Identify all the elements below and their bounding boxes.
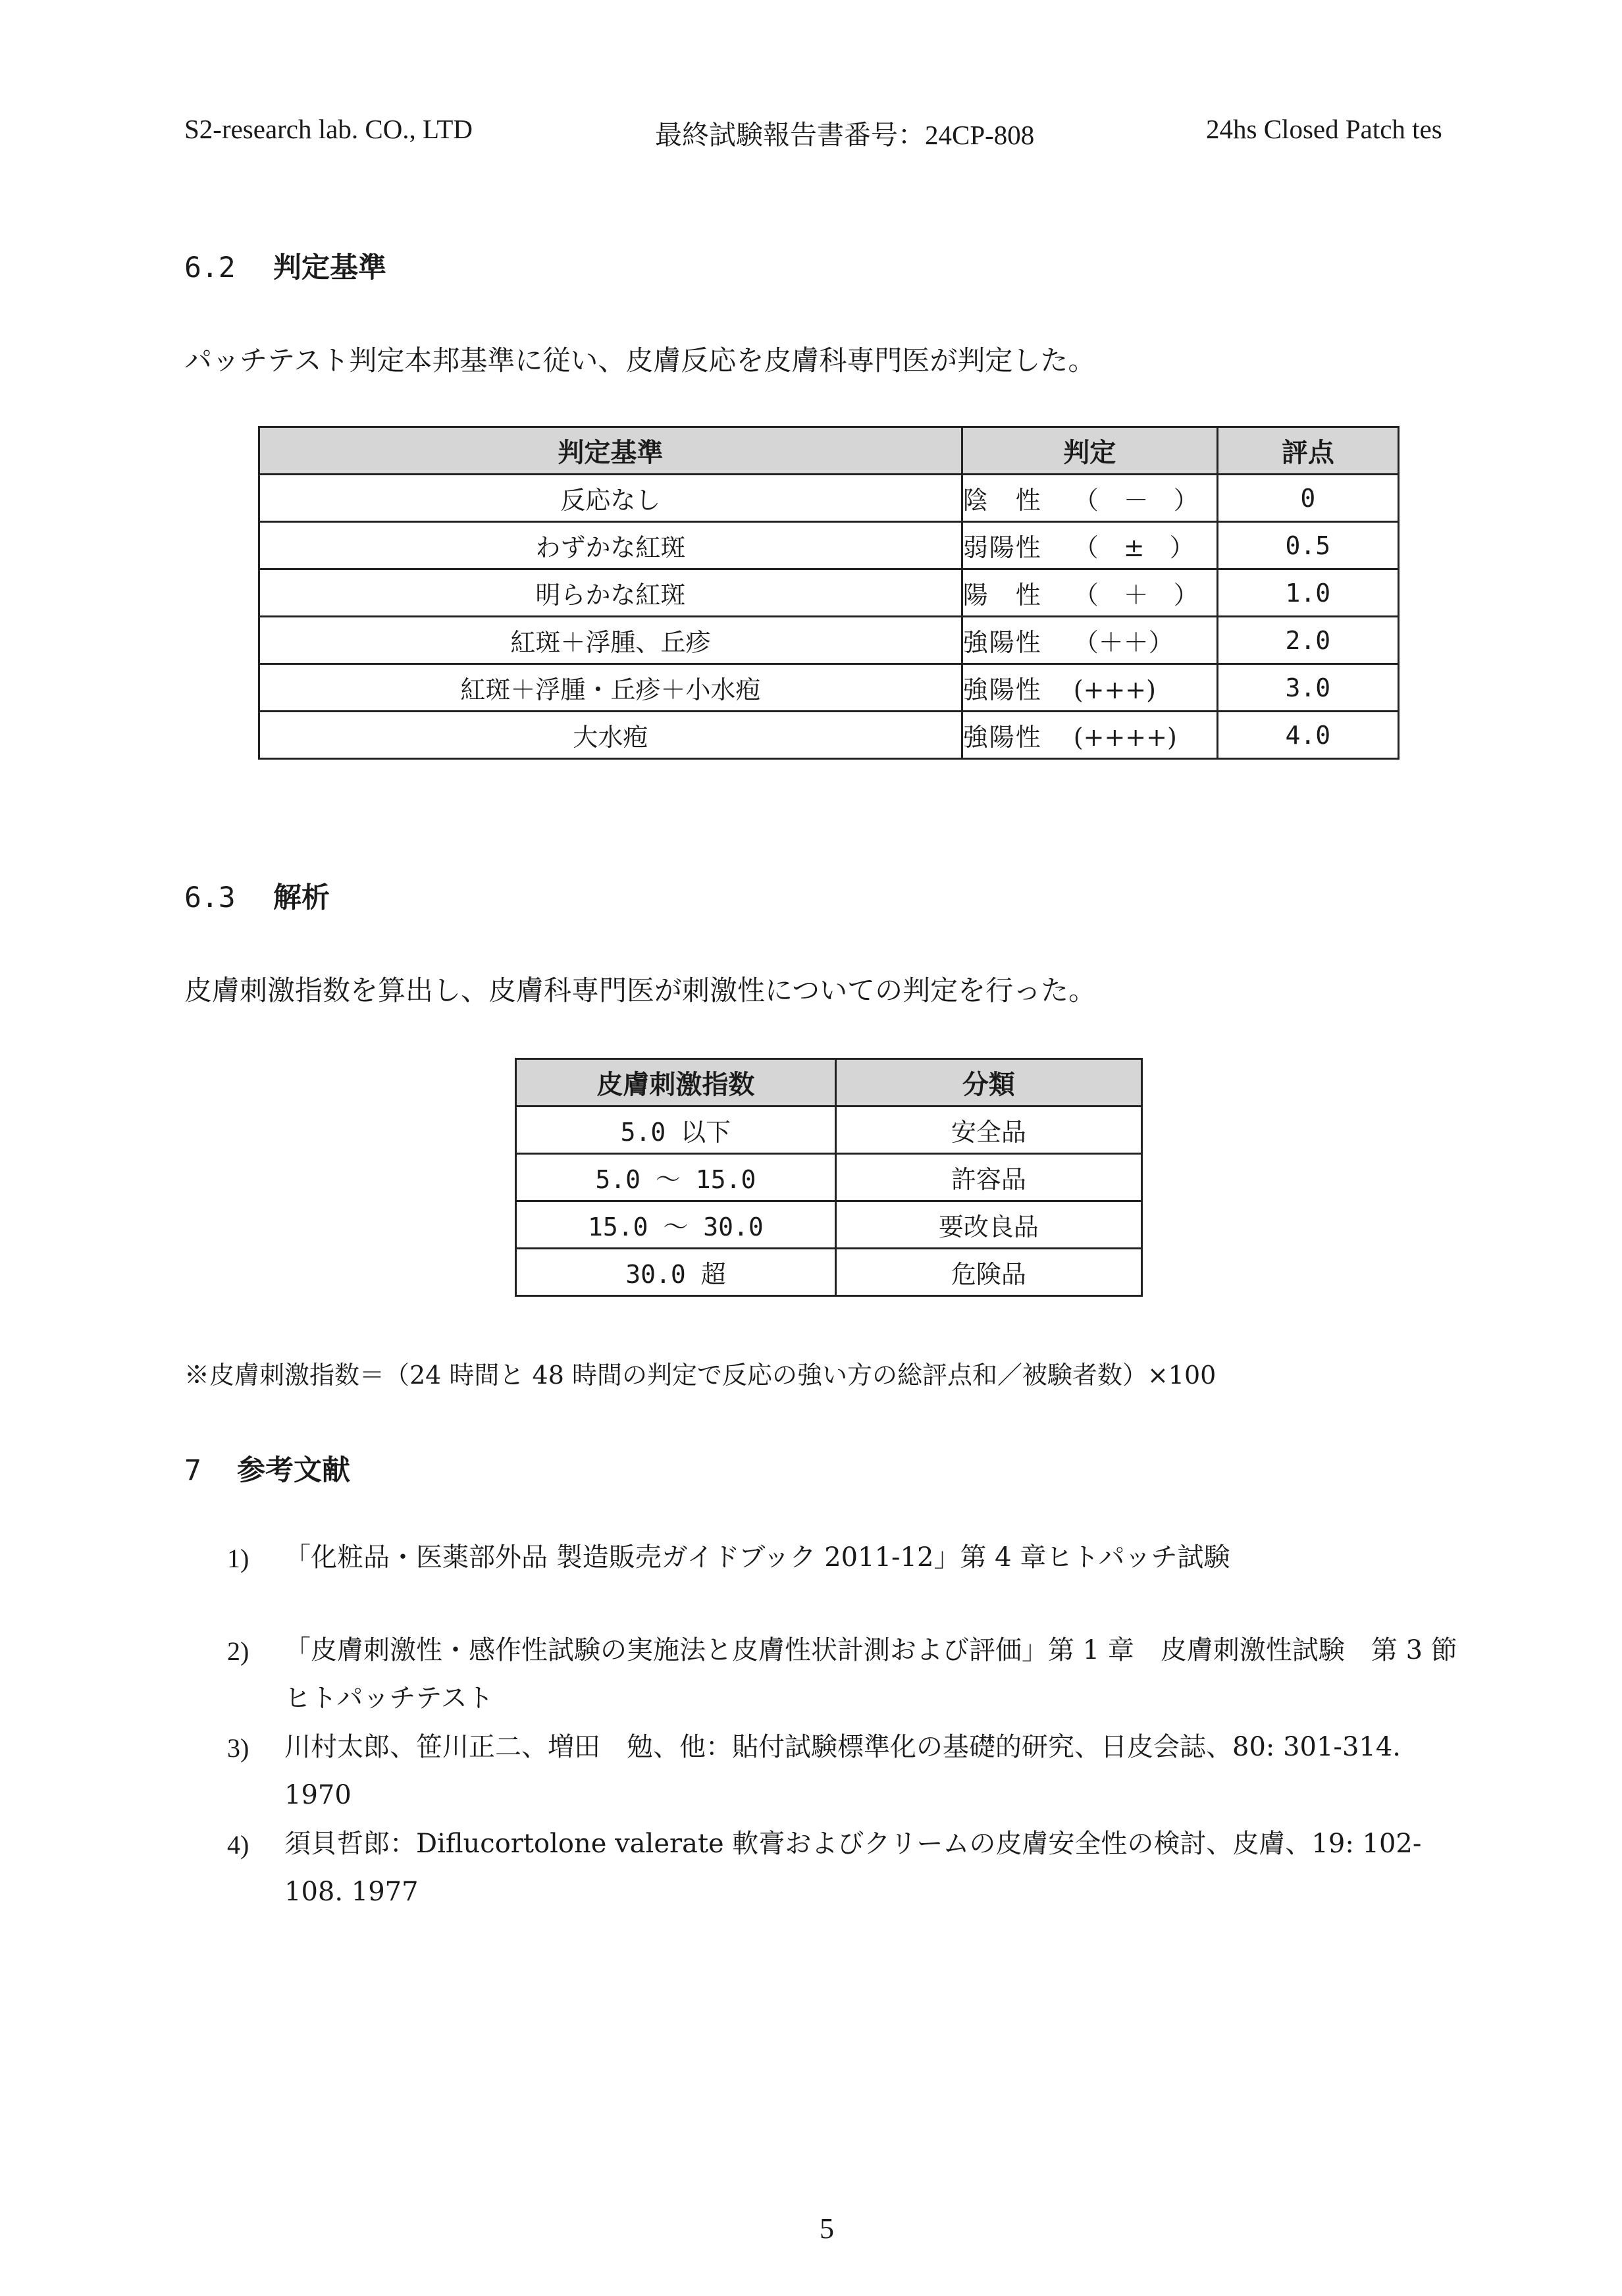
irritation-index-table xyxy=(515,1058,1143,1297)
section-number: 7 xyxy=(184,1454,201,1487)
table-row xyxy=(259,617,1399,664)
section-7-heading xyxy=(184,1448,350,1488)
table-header-row xyxy=(516,1059,1142,1107)
criterion-cell: 大水疱 xyxy=(259,712,962,759)
score-cell: 3.0 xyxy=(1217,664,1398,712)
judgment-symbol: （＋＋） xyxy=(1073,628,1174,657)
score-cell: 0.5 xyxy=(1217,522,1398,569)
table-row xyxy=(259,712,1399,759)
criterion-cell: 明らかな紅斑 xyxy=(259,569,962,617)
score-cell: 0 xyxy=(1217,475,1398,522)
judgment-symbol: (+++) xyxy=(1073,675,1156,704)
category-cell: 許容品 xyxy=(835,1154,1141,1201)
irritation-index-footnote: ※皮膚刺激指数＝（24 時間と 48 時間の判定で反応の強い方の総評点和／被験者数）×100 xyxy=(184,1361,1216,1390)
criterion-cell: 反応なし xyxy=(259,475,962,522)
score-cell: 4.0 xyxy=(1217,712,1398,759)
category-cell: 危険品 xyxy=(835,1249,1141,1296)
header-company: S2-research lab. CO., LTD xyxy=(184,114,473,144)
index-range-cell: 30.0 超 xyxy=(516,1249,836,1296)
reference-number: 3) xyxy=(227,1733,249,1763)
table-row xyxy=(259,664,1399,712)
section-title: 判定基準 xyxy=(273,251,386,284)
section-number: 6.2 xyxy=(184,251,236,284)
criterion-cell: 紅斑＋浮腫、丘疹 xyxy=(259,617,962,664)
judgment-label: 強陽性 xyxy=(962,723,1042,752)
reference-text: 川村太郎、笹川正二、増田 勉、他：貼付試験標準化の基礎的研究、日皮会誌、80: 301-314. 1970 xyxy=(284,1732,1401,1810)
header-test-title: 24hs Closed Patch tes xyxy=(1206,114,1442,144)
section-title: 参考文献 xyxy=(237,1454,350,1487)
judgment-label: 弱陽性 xyxy=(962,533,1042,562)
judgment-cell xyxy=(962,569,1217,617)
reference-text: 須貝哲郎：Diflucortolone valerate 軟膏およびクリームの皮膚安全性の検討、皮膚、19: 102-108. 1977 xyxy=(284,1829,1422,1907)
table-row xyxy=(259,522,1399,569)
column-header: 評点 xyxy=(1217,427,1398,475)
table-row xyxy=(259,475,1399,522)
index-range-cell: 15.0 ～ 30.0 xyxy=(516,1201,836,1249)
category-cell: 安全品 xyxy=(835,1107,1141,1154)
judgment-symbol: （ － ） xyxy=(1073,486,1199,515)
reference-number: 2) xyxy=(227,1636,249,1666)
table-row xyxy=(516,1201,1142,1249)
index-range-cell: 5.0 以下 xyxy=(516,1107,836,1154)
reference-number: 4) xyxy=(227,1830,249,1860)
judgment-cell xyxy=(962,522,1217,569)
judgment-label: 強陽性 xyxy=(962,675,1042,704)
section-6-2-paragraph: パッチテスト判定本邦基準に従い、皮膚反応を皮膚科専門医が判定した。 xyxy=(184,344,1096,377)
score-cell: 2.0 xyxy=(1217,617,1398,664)
reference-number: 1) xyxy=(227,1544,249,1573)
reference-text: 「化粧品・医薬部外品 製造販売ガイドブック 2011-12」第 4 章ヒトパッチ試験 xyxy=(284,1542,1230,1573)
judgment-label: 陽 性 xyxy=(962,581,1042,610)
judgment-symbol: (++++) xyxy=(1073,723,1177,752)
judgment-cell xyxy=(962,664,1217,712)
column-header: 判定基準 xyxy=(259,427,962,475)
judgment-cell xyxy=(962,475,1217,522)
table-row xyxy=(516,1154,1142,1201)
table-row xyxy=(259,569,1399,617)
judgment-label: 強陽性 xyxy=(962,628,1042,657)
judgment-criteria-table xyxy=(258,426,1400,760)
judgment-cell xyxy=(962,712,1217,759)
table-row xyxy=(516,1249,1142,1296)
section-title: 解析 xyxy=(273,881,330,914)
criterion-cell: わずかな紅斑 xyxy=(259,522,962,569)
section-number: 6.3 xyxy=(184,881,236,914)
section-6-3-heading xyxy=(184,875,330,916)
section-6-3-paragraph: 皮膚刺激指数を算出し、皮膚科専門医が刺激性についての判定を行った。 xyxy=(184,974,1097,1006)
judgment-cell xyxy=(962,617,1217,664)
category-cell: 要改良品 xyxy=(835,1201,1141,1249)
judgment-label: 陰 性 xyxy=(962,486,1042,515)
column-header: 皮膚刺激指数 xyxy=(516,1059,836,1107)
table-header-row xyxy=(259,427,1399,475)
column-header: 判定 xyxy=(962,427,1217,475)
column-header: 分類 xyxy=(835,1059,1141,1107)
section-6-2-heading xyxy=(184,246,386,286)
index-range-cell: 5.0 ～ 15.0 xyxy=(516,1154,836,1201)
score-cell: 1.0 xyxy=(1217,569,1398,617)
judgment-symbol: （ ± ） xyxy=(1073,533,1195,562)
judgment-symbol: （ ＋ ） xyxy=(1073,581,1199,610)
header-report-number: 最終試験報告書番号：24CP-808 xyxy=(655,120,1035,150)
page-number: 5 xyxy=(820,2212,834,2245)
criterion-cell: 紅斑＋浮腫・丘疹＋小水疱 xyxy=(259,664,962,712)
table-row xyxy=(516,1107,1142,1154)
reference-text: 「皮膚刺激性・感作性試験の実施法と皮膚性状計測および評価」第 1 章 皮膚刺激性試験 第 3 節 ヒトパッチテスト xyxy=(284,1635,1484,1713)
